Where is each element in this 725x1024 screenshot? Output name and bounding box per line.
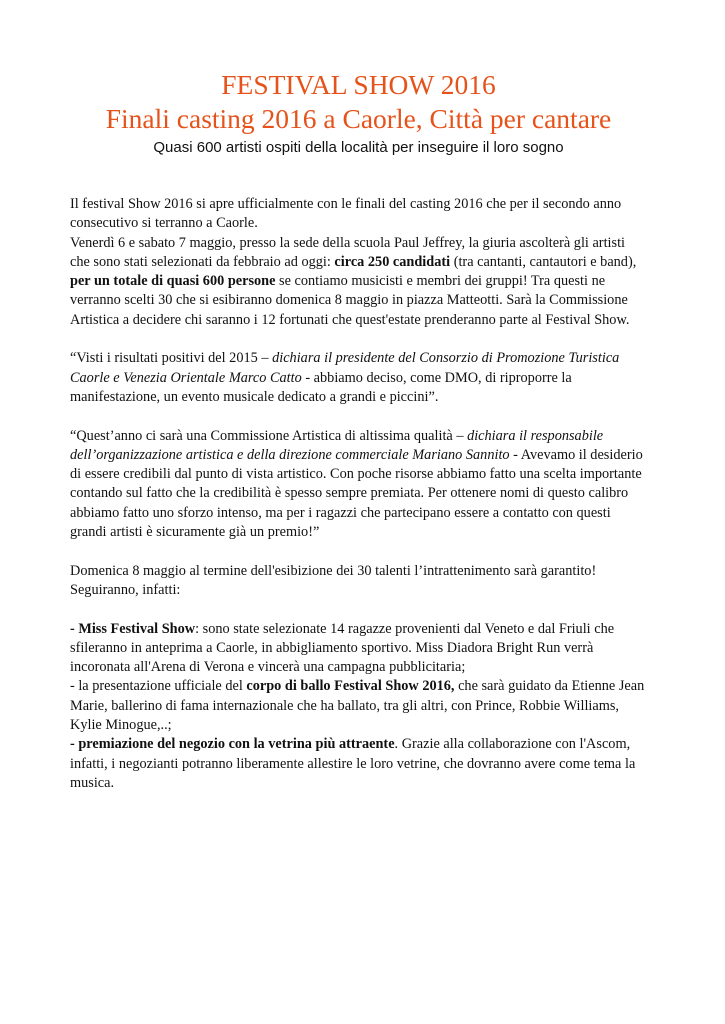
quote-text: “Quest’anno ci sarà una Commissione Artistica di altissima qualità –: [70, 427, 468, 444]
intro-text: Venerdì 6 e sabato 7 maggio, presso la sede della scuola Paul Jeffrey, la giuria ascolterà gli artisti che sono stati selezionati da febbraio ad oggi:: [70, 234, 626, 270]
quote-text: “Visti i risultati positivi del 2015 –: [70, 350, 273, 367]
intro-paragraph-1: Il festival Show 2016 si apre ufficialmente con le finali del casting 2016 che per il secondo anno consecutivo si terranno a Caorle.: [70, 196, 622, 232]
title-line-2: Finali casting 2016 a Caorle, Città per cantare: [105, 103, 612, 134]
candidates-highlight: circa 250 candidati: [334, 253, 451, 270]
closing-paragraph-2: Seguiranno, infatti:: [70, 581, 181, 598]
quote-attribution: dichiara il responsabile dell’organizzazione artistica e della direzione commerciale Mariano Sannito: [70, 427, 604, 463]
title-line-1: FESTIVAL SHOW 2016: [221, 69, 496, 100]
quote-text: - Avevamo il desiderio di essere credibili dal punto di vista artistico. Con poche risorse abbiamo fatto una scelta importante contando sul fatto che la credibilità è spesso sempre premiata. Per ottenere nomi di questo calibro abbiamo fatto uno sforzo intenso, ma per i ragazzi che partecipano essere a contatto con questi grandi artisti è sicuramente già un premio!”: [70, 446, 643, 541]
intro-text: (tra cantanti, cantautori e band),: [450, 253, 637, 270]
intro-text: se contiamo musicisti e membri dei gruppi! Tra questi ne verranno scelti 30 che si esibiranno domenica 8 maggio in piazza Matteotti. Sarà la Commissione Artistica a decidere chi saranno i 12 fortunati che quest'estate prenderanno parte al Festival Show.: [70, 273, 630, 328]
list-item-title: - Miss Festival Show: [70, 620, 196, 637]
list-item-miss: [70, 620, 647, 678]
list-item-text: : sono state selezionate 14 ragazze provenienti dal Veneto e dal Friuli che sfileranno in anteprima a Caorle, in abbigliamento sportivo. Miss Diadora Bright Run verrà incoronata all'Arena di Verona e vincerà una campagna pubblicitaria;: [70, 620, 615, 676]
list-item-ballet: [70, 677, 647, 735]
list-item-title: - premiazione del negozio con la vetrina più attraente: [70, 736, 395, 753]
quote-paragraph-1: [70, 349, 647, 407]
closing-paragraph-1: Domenica 8 maggio al termine dell'esibizione dei 30 talenti l’intrattenimento sarà garantito!: [70, 562, 597, 579]
list-item-title: corpo di ballo Festival Show 2016,: [246, 678, 455, 695]
quote-text: - abbiamo deciso, come DMO, di riproporre la manifestazione, un evento musicale dedicato a grandi e piccini”.: [70, 369, 572, 405]
list-item-text: . Grazie alla collaborazione con l'Ascom, infatti, i negozianti potranno liberamente allestire le loro vetrine, che dovranno avere come tema la musica.: [70, 736, 636, 791]
list-item-text: che sarà guidato da Etienne Jean Marie, ballerino di fama internazionale che ha ballato, tra gli altri, con Prince, Robbie Williams, Kylie Minogue,..;: [70, 678, 645, 734]
page-title: [70, 68, 647, 136]
list-item-text: - la presentazione ufficiale del: [70, 678, 247, 695]
list-item-shop-window: [70, 735, 647, 793]
intro-paragraph-2: [70, 234, 647, 330]
quote-attribution: dichiara il presidente del Consorzio di Promozione Turistica Caorle e Venezia Orientale Marco Catto: [70, 350, 620, 386]
quote-paragraph-2: [70, 427, 647, 543]
people-highlight: per un totale di quasi 600 persone: [70, 273, 276, 290]
page-subtitle: Quasi 600 artisti ospiti della località per inseguire il loro sogno: [153, 139, 564, 156]
article-body: [70, 195, 647, 793]
